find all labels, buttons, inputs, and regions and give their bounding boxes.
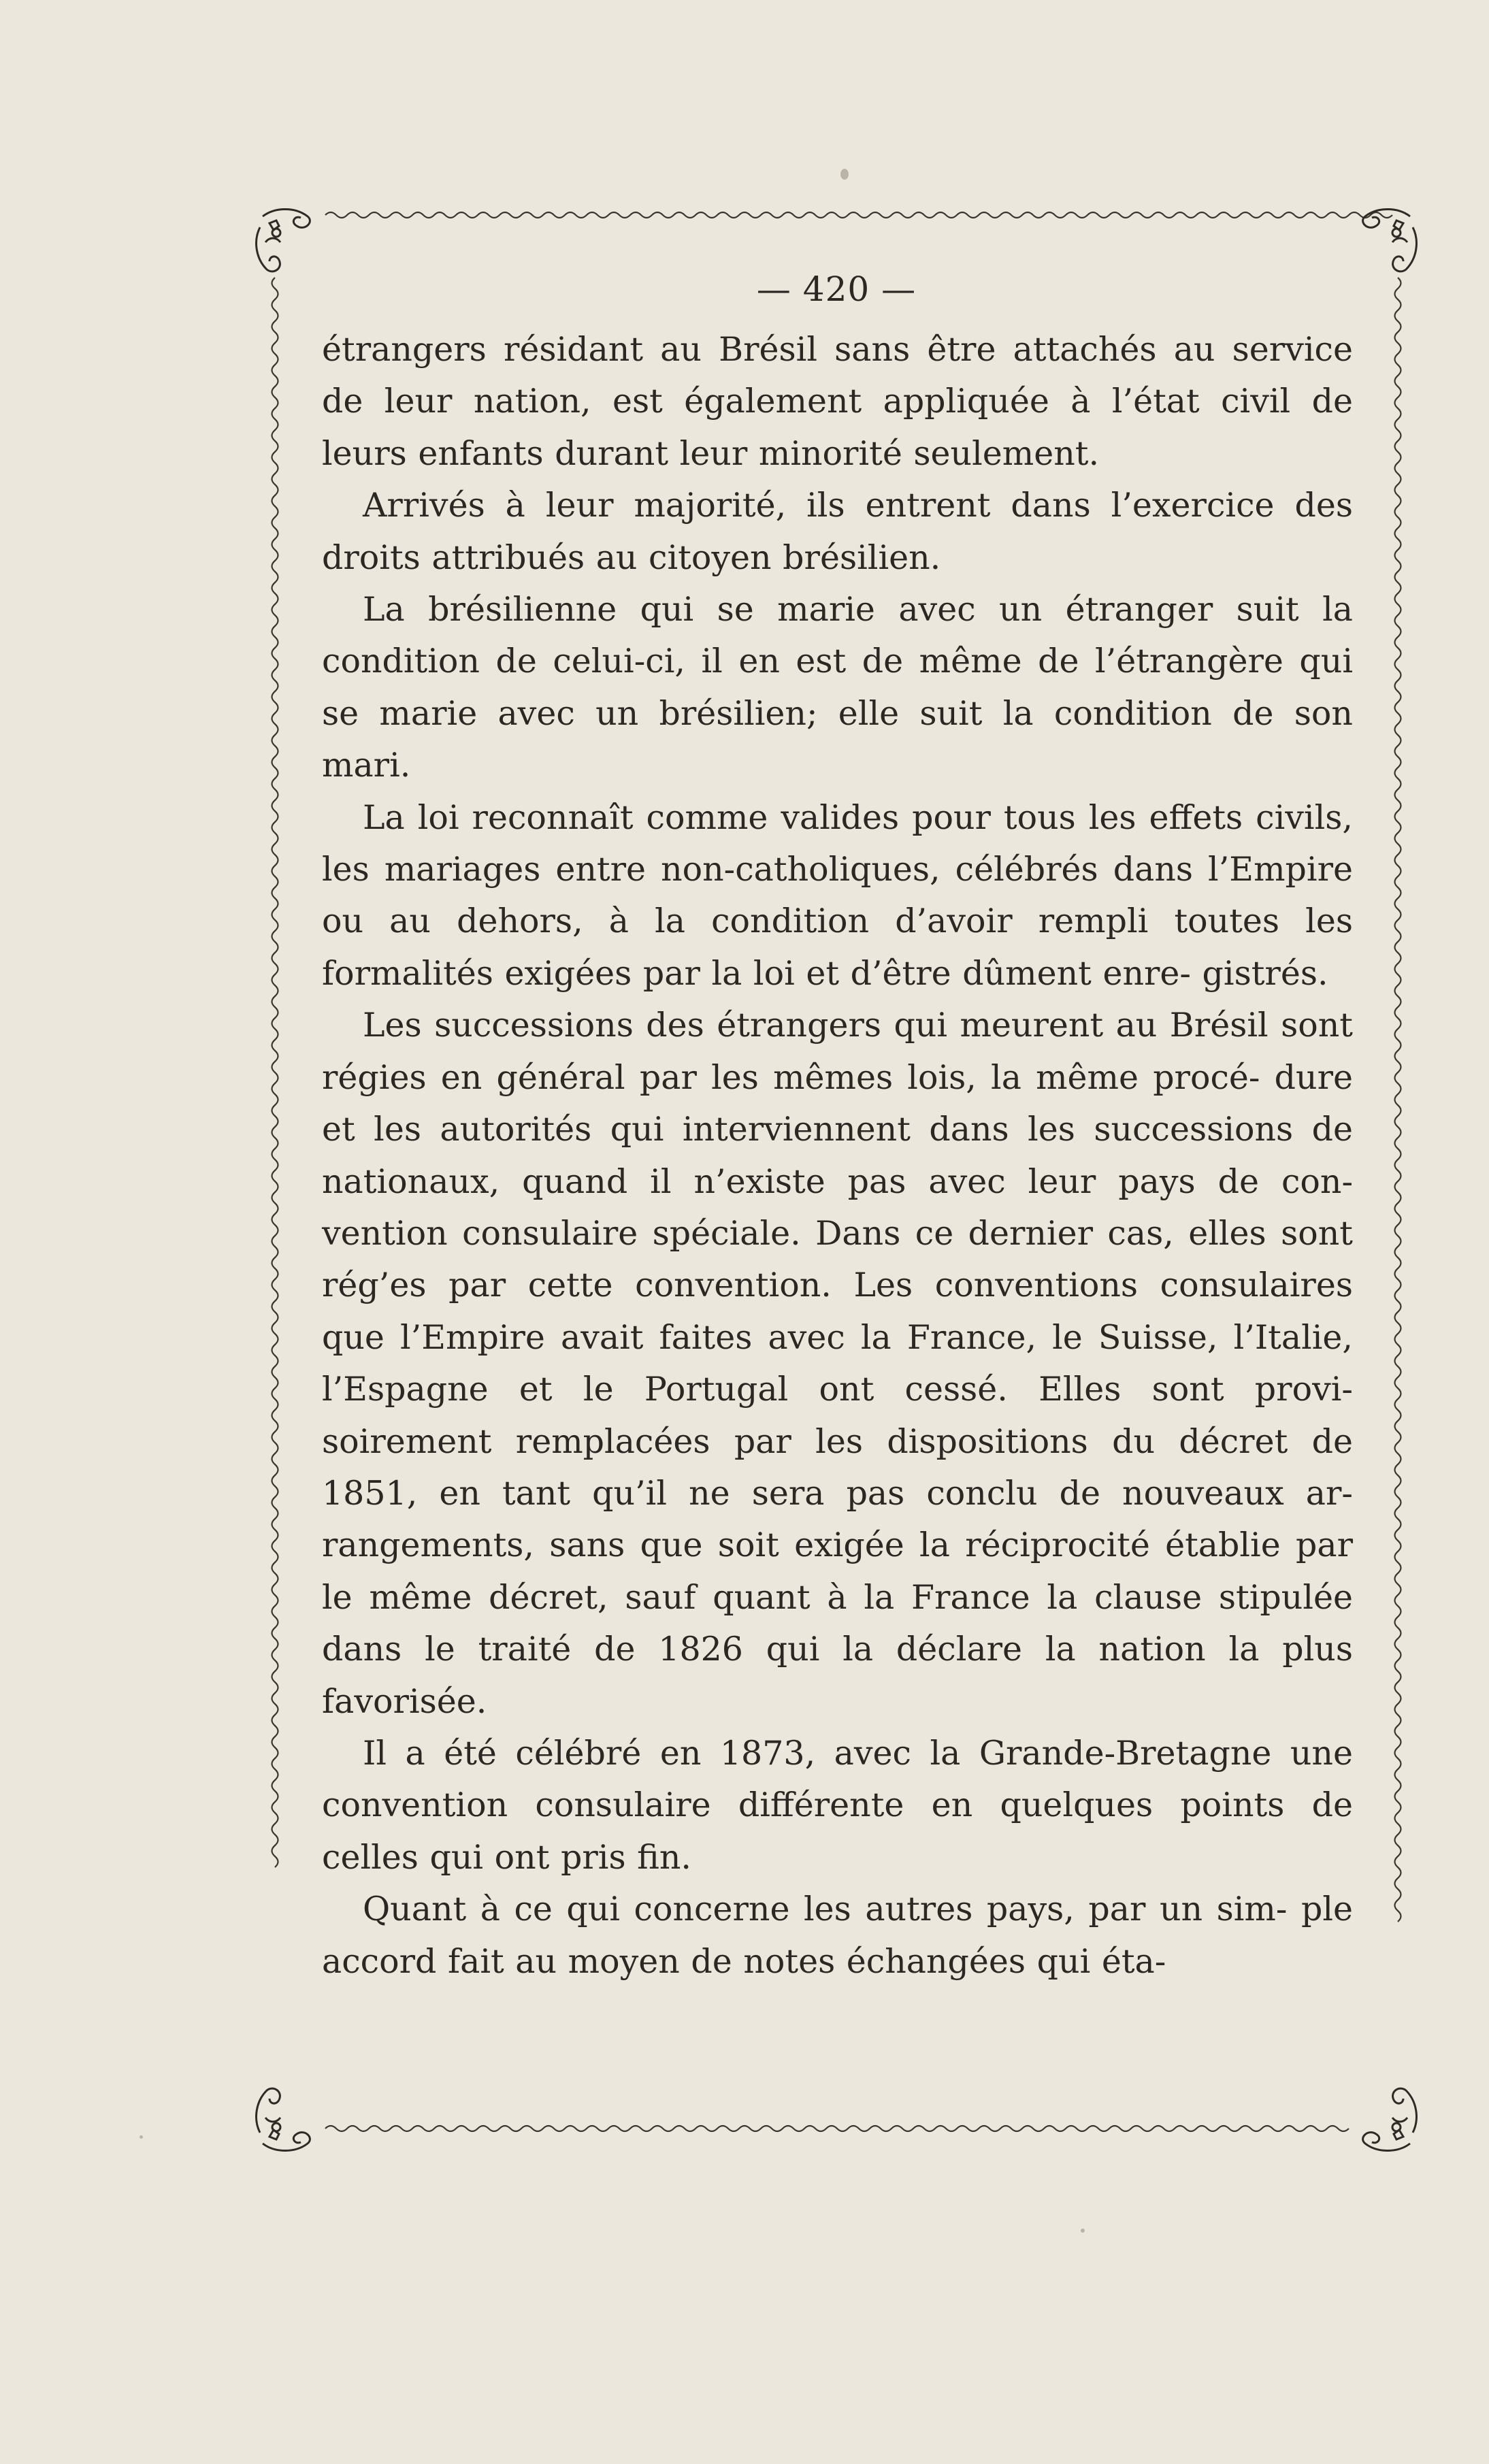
corner-ornament-bottom-right: [1363, 2088, 1417, 2150]
corner-ornament-top-right: [1363, 210, 1417, 272]
corner-ornament-bottom-left: [257, 2088, 310, 2150]
paper-speck: [140, 2135, 143, 2139]
page-number: — 420 —: [756, 269, 917, 309]
paragraph-4: La loi reconnaît comme valides pour tous les effets civils, les mariages entre non-catholiques, célébrés dans l’Empire ou au dehors, à la condition d’avoir rempli toutes les formalités exigées par la loi et d’être dûment enre- gistrés.: [322, 798, 1353, 993]
paragraph-6: Il a été célébré en 1873, avec la Grande-Bretagne une convention consulaire différente en quelques points de celles qui ont pris fin.: [322, 1733, 1353, 1877]
body-text: [322, 324, 1353, 1988]
paragraph-5: Les successions des étrangers qui meurent au Brésil sont régies en général par les mêmes lois, la même procé- dure et les autorités qui interviennent dans les successions de nationaux, quand il n’existe pas avec leur pays de con- vention consulaire spéciale. Dans ce dernier cas, elles sont rég’es par cette convention. Les conventions consulaires que l’Empire avait faites avec la France, le Suisse, l’Italie, l’Espagne et le Portugal ont cessé. Elles sont provi- soirement remplacées par les dispositions du décret de 1851, en tant qu’il ne sera pas conclu de nouveaux ar- rangements, sans que soit exigée la réciprocité établie par le même décret, sauf quant à la France la clause stipulée dans le traité de 1826 qui la déclare la nation la plus favorisée.: [322, 1006, 1353, 1721]
paragraph-1: étrangers résidant au Brésil sans être attachés au service de leur nation, est également appliquée à l’état civil de leurs enfants durant leur minorité seulement.: [322, 330, 1353, 473]
left-wavy-rule: [272, 278, 278, 1867]
paper-speck: [1081, 2229, 1085, 2233]
paper-speck: [840, 169, 849, 180]
bottom-wavy-rule: [325, 2126, 1349, 2131]
paragraph-7: Quant à ce qui concerne les autres pays, par un sim- ple accord fait au moyen de notes échangées qui éta-: [322, 1890, 1353, 1981]
top-wavy-rule: [325, 212, 1392, 218]
corner-ornament-top-left: [257, 210, 310, 272]
paragraph-2: Arrivés à leur majorité, ils entrent dans l’exercice des droits attribués au citoyen brésilien.: [322, 486, 1353, 577]
page-frame: [250, 203, 1422, 2157]
paragraph-3: La brésilienne qui se marie avec un étranger suit la condition de celui-ci, il en est de même de l’étrangère qui se marie avec un brésilien; elle suit la condition de son mari.: [322, 590, 1353, 785]
right-wavy-rule: [1395, 278, 1401, 1922]
